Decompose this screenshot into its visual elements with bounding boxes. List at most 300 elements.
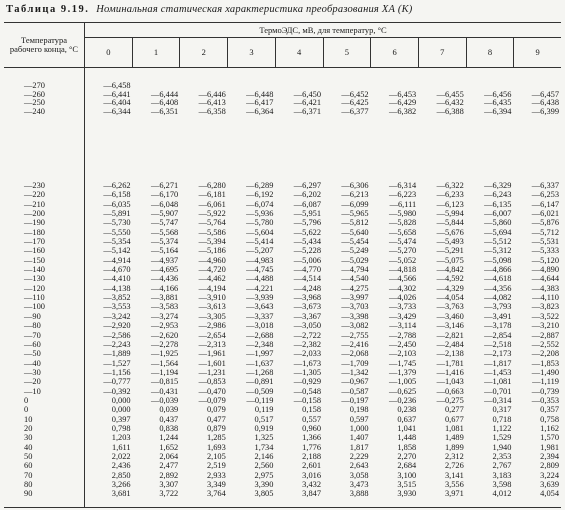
emf-cell: —3,178 — [484, 321, 512, 331]
temperature-cell: —260 — [24, 89, 45, 99]
emf-cell: 2,229 — [349, 451, 369, 461]
table-row — [4, 433, 561, 442]
emf-cell: —6,322 — [436, 181, 464, 190]
emf-cell: —1,081 — [484, 377, 512, 387]
emf-cell: —6,450 — [293, 89, 321, 99]
emf-cell: —4,356 — [484, 283, 512, 293]
temperature-cell: —80 — [24, 321, 41, 331]
emf-cell: —2,920 — [103, 321, 131, 331]
emf-cell: —2,033 — [293, 349, 321, 359]
emf-cell: 1,570 — [540, 433, 559, 443]
emf-cell: 2,933 — [206, 470, 226, 480]
emf-cell: —6,329 — [484, 181, 512, 190]
emf-cell: 1,734 — [254, 442, 274, 452]
table-row — [4, 405, 561, 414]
emf-cell: —3,823 — [531, 302, 559, 312]
emf-cell: 1,940 — [492, 442, 512, 452]
emf-cell: —3,082 — [341, 321, 369, 331]
emf-cell: —0,777 — [103, 377, 131, 387]
temperature-cell: —180 — [24, 227, 45, 237]
emf-cell: —3,398 — [341, 311, 369, 321]
emf-cell: —3,793 — [484, 302, 512, 312]
emf-cell: —5,006 — [293, 255, 321, 265]
emf-cell: —6,223 — [388, 190, 417, 200]
emf-cell: —5,780 — [246, 218, 274, 228]
table-row — [4, 200, 561, 209]
emf-cell: —3,429 — [388, 311, 417, 321]
emf-cell: —1,745 — [388, 358, 417, 368]
emf-cell: —2,854 — [484, 330, 512, 340]
column-header: 8 — [466, 38, 514, 67]
table-header — [4, 22, 561, 68]
emf-cell: —5,951 — [293, 209, 321, 219]
emf-cell: 0,879 — [206, 423, 226, 433]
temperature-cell: —120 — [24, 283, 45, 293]
column-header: 6 — [370, 38, 418, 67]
emf-cell: —0,119 — [246, 395, 274, 405]
emf-cell: —6,074 — [246, 199, 274, 209]
emf-cell: —4,110 — [532, 293, 559, 303]
emf-cell: —2,103 — [388, 349, 417, 359]
emf-cell: 0,798 — [111, 423, 131, 433]
emf-cell: —2,208 — [531, 349, 559, 359]
table-row — [4, 349, 561, 358]
emf-cell: —6,438 — [531, 98, 559, 107]
emf-cell: 0,000 — [111, 395, 131, 405]
emf-cell: —6,314 — [388, 181, 417, 190]
emf-cell: —1,853 — [531, 358, 559, 368]
emf-cell: —6,421 — [293, 98, 321, 107]
emf-cell: —5,454 — [341, 237, 369, 247]
emf-cell: —0,587 — [341, 386, 369, 396]
emf-cell: —3,583 — [150, 302, 179, 312]
emf-cell: —1,379 — [388, 367, 417, 377]
emf-cell: —5,333 — [531, 246, 559, 256]
temperature-cell: —230 — [24, 181, 45, 190]
emf-cell: —5,142 — [103, 246, 131, 256]
emf-cell: 0,039 — [159, 405, 179, 415]
emf-cell: —6,371 — [293, 106, 321, 116]
emf-cell: —6,458 — [103, 81, 131, 90]
emf-cell: —4,221 — [246, 283, 274, 293]
table-row — [4, 396, 561, 405]
temperature-cell: —250 — [24, 98, 45, 107]
emf-cell: 0,597 — [349, 414, 369, 424]
emf-cell: —5,531 — [531, 237, 559, 247]
table-row — [4, 190, 561, 199]
emf-cell: —2,755 — [341, 330, 369, 340]
emf-cell: —4,770 — [293, 265, 321, 275]
emf-cell: 0,079 — [206, 405, 226, 415]
emf-cell: 0,317 — [492, 405, 512, 415]
emf-cell: —1,043 — [436, 377, 464, 387]
emf-cell: 0,397 — [111, 414, 131, 424]
emf-cell: —2,278 — [150, 339, 179, 349]
emf-cell: 4,012 — [492, 489, 512, 499]
emf-cell: —4,695 — [150, 265, 179, 275]
emf-cell: —2,953 — [150, 321, 179, 331]
emf-cell: —5,812 — [341, 218, 369, 228]
emf-cell: 0,158 — [302, 405, 321, 415]
emf-cell: 3,556 — [444, 480, 464, 489]
table-row — [4, 387, 561, 396]
emf-cell: —4,302 — [388, 283, 417, 293]
table-body — [4, 66, 561, 508]
table-title — [6, 4, 412, 15]
column-header: 1 — [132, 38, 180, 67]
emf-cell: —6,404 — [103, 98, 131, 107]
emf-header: ТермоЭДС, мВ, для температур, °С — [85, 23, 561, 38]
table-row — [4, 218, 561, 227]
emf-cell: 0,119 — [254, 405, 274, 415]
emf-cell: —4,488 — [246, 274, 274, 284]
table-row — [4, 82, 561, 91]
emf-cell: —5,622 — [293, 227, 321, 237]
emf-cell: —6,243 — [484, 190, 512, 200]
temperature-cell: —270 — [24, 81, 45, 90]
emf-cell: 1,285 — [206, 433, 226, 443]
emf-cell: —0,891 — [246, 377, 274, 387]
emf-cell: —4,054 — [436, 293, 464, 303]
emf-cell: —6,048 — [150, 199, 179, 209]
table-row — [4, 256, 561, 265]
emf-cell: 0,000 — [111, 405, 131, 415]
emf-cell: —5,354 — [103, 237, 131, 247]
emf-cell: 2,684 — [397, 461, 417, 471]
emf-cell: —1,490 — [531, 367, 559, 377]
emf-cell: 0,637 — [397, 414, 417, 424]
emf-cell: 3,639 — [540, 480, 559, 489]
emf-cell: —4,914 — [103, 255, 131, 265]
emf-cell: 3,266 — [111, 480, 131, 489]
emf-cell: 2,601 — [302, 461, 321, 471]
temperature-cell: —100 — [24, 302, 45, 312]
emf-cell: —2,518 — [484, 339, 512, 349]
emf-cell: —3,997 — [341, 293, 369, 303]
emf-cell: 0,277 — [444, 405, 464, 415]
emf-cell: 1,325 — [254, 433, 274, 443]
emf-cell: —0,509 — [246, 386, 274, 396]
temperature-cell: —140 — [24, 265, 45, 275]
emf-cell: —5,291 — [436, 246, 464, 256]
emf-cell: —6,448 — [246, 89, 274, 99]
emf-cell: —2,416 — [341, 339, 369, 349]
emf-cell: —4,082 — [484, 293, 512, 303]
emf-cell: —6,453 — [388, 89, 417, 99]
emf-cell: 3,971 — [444, 489, 464, 499]
emf-cell: 1,448 — [397, 433, 417, 443]
emf-cell: —6,306 — [341, 181, 369, 190]
emf-cell: —1,564 — [150, 358, 179, 368]
emf-cell: —1,305 — [293, 367, 321, 377]
table-row — [4, 368, 561, 377]
emf-cell: —0,158 — [293, 395, 321, 405]
emf-cell: —0,079 — [198, 395, 226, 405]
emf-cell: —1,268 — [246, 367, 274, 377]
emf-cell: —6,262 — [103, 181, 131, 190]
emf-cell: 0,960 — [302, 423, 321, 433]
emf-cell: —3,673 — [293, 302, 321, 312]
emf-cell: —5,796 — [293, 218, 321, 228]
emf-cell: 4,054 — [540, 489, 559, 499]
emf-cell: 3,473 — [349, 480, 369, 489]
emf-cell: 2,146 — [254, 451, 274, 461]
column-header: 9 — [513, 38, 561, 67]
emf-cell: —6,271 — [150, 181, 179, 190]
emf-cell: 2,312 — [444, 451, 464, 461]
table-row — [4, 312, 561, 321]
emf-cell: 3,307 — [159, 480, 179, 489]
emf-cell: —6,446 — [198, 89, 226, 99]
emf-cell: —5,075 — [436, 255, 464, 265]
temperature-cell: —30 — [24, 367, 41, 377]
table-row — [4, 359, 561, 368]
temperature-cell: —160 — [24, 246, 45, 256]
temperature-cell: —20 — [24, 377, 41, 387]
temperature-column-label: Температура рабочего конца, °С — [9, 35, 79, 54]
emf-cell: 2,850 — [111, 470, 131, 480]
temperature-cell: 0 — [24, 395, 29, 405]
emf-cell: —6,280 — [198, 181, 226, 190]
emf-cell: 1,981 — [540, 442, 559, 452]
emf-cell: —1,527 — [103, 358, 131, 368]
emf-cell: —4,794 — [341, 265, 369, 275]
emf-cell: —5,876 — [531, 218, 559, 228]
emf-cell: —4,842 — [436, 265, 464, 275]
emf-cell: —5,891 — [103, 209, 131, 219]
emf-cell: 1,611 — [112, 442, 131, 452]
emf-cell: —3,703 — [341, 302, 369, 312]
emf-cell: 2,975 — [254, 470, 274, 480]
emf-cell: —5,747 — [150, 218, 179, 228]
table-row — [4, 274, 561, 283]
emf-cell: —4,194 — [198, 283, 226, 293]
emf-cell: 2,560 — [254, 461, 274, 471]
table-row — [4, 237, 561, 246]
emf-cell: —1,453 — [484, 367, 512, 377]
emf-cell: —2,313 — [198, 339, 226, 349]
emf-cell: 2,892 — [159, 470, 179, 480]
emf-cell: —6,111 — [389, 199, 417, 209]
emf-cell: —5,965 — [341, 209, 369, 219]
table-row — [4, 415, 561, 424]
emf-cell: 2,809 — [540, 461, 559, 471]
emf-cell: —2,173 — [484, 349, 512, 359]
emf-cell: —5,730 — [103, 218, 131, 228]
emf-cell: —1,637 — [246, 358, 274, 368]
emf-cell: —5,493 — [436, 237, 464, 247]
emf-cell: —4,462 — [198, 274, 226, 284]
emf-cell: 2,394 — [540, 451, 559, 461]
emf-cell: —5,512 — [484, 237, 512, 247]
emf-cell: 3,016 — [302, 470, 321, 480]
emf-cell: —0,625 — [388, 386, 417, 396]
temperature-cell: —40 — [24, 358, 41, 368]
emf-cell: —6,087 — [293, 199, 321, 209]
emf-cell: —3,305 — [198, 311, 226, 321]
table-row — [4, 471, 561, 480]
emf-cell: 2,353 — [492, 451, 512, 461]
emf-cell: —0,470 — [198, 386, 226, 396]
emf-cell: —6,429 — [388, 98, 417, 107]
emf-cell: —1,673 — [293, 358, 321, 368]
emf-cell: 3,764 — [206, 489, 226, 499]
table-row — [4, 377, 561, 386]
emf-cell: —1,925 — [150, 349, 179, 359]
row-group-main — [4, 181, 561, 499]
emf-cell: 0,198 — [349, 405, 369, 415]
table-row — [4, 228, 561, 237]
emf-cell: —1,231 — [198, 367, 226, 377]
table-row — [4, 265, 561, 274]
emf-cell: 2,105 — [206, 451, 226, 461]
emf-cell: —3,763 — [436, 302, 464, 312]
emf-cell: —4,248 — [293, 283, 321, 293]
temperature-cell: 60 — [24, 461, 33, 471]
emf-cell: —5,098 — [484, 255, 512, 265]
emf-cell: —5,228 — [293, 246, 321, 256]
emf-cell: —0,275 — [436, 395, 464, 405]
table-row — [4, 284, 561, 293]
table-row — [4, 108, 561, 117]
emf-cell: 3,058 — [349, 470, 369, 480]
emf-cell: —6,135 — [484, 199, 512, 209]
emf-cell: —3,553 — [103, 302, 131, 312]
column-header: 4 — [275, 38, 323, 67]
emf-cell: 0,677 — [444, 414, 464, 424]
emf-cell: —5,907 — [150, 209, 179, 219]
emf-cell: 2,726 — [444, 461, 464, 471]
emf-cell: —3,881 — [150, 293, 179, 303]
emf-cell: —0,701 — [484, 386, 512, 396]
emf-cell: —6,158 — [103, 190, 131, 200]
emf-cell: —4,275 — [341, 283, 369, 293]
emf-cell: 3,390 — [254, 480, 274, 489]
table-row — [4, 424, 561, 433]
column-header: 0 — [106, 47, 111, 57]
emf-cell: —6,457 — [531, 89, 559, 99]
emf-cell: —2,887 — [531, 330, 559, 340]
emf-cell: 1,529 — [492, 433, 512, 443]
emf-cell: 3,598 — [492, 480, 512, 489]
emf-cell: —6,202 — [293, 190, 321, 200]
emf-cell: 3,141 — [444, 470, 464, 480]
emf-cell: 2,436 — [111, 461, 131, 471]
temperature-cell: —50 — [24, 349, 41, 359]
table-row — [4, 480, 561, 489]
emf-cell: —6,061 — [198, 199, 226, 209]
emf-cell: —5,550 — [103, 227, 131, 237]
table-row — [4, 331, 561, 340]
emf-cell: —5,052 — [388, 255, 417, 265]
emf-cell: —6,455 — [436, 89, 464, 99]
temperature-cell: 50 — [24, 451, 33, 461]
column-header: 7 — [418, 38, 466, 67]
emf-cell: —3,643 — [246, 302, 274, 312]
emf-cell: —5,604 — [246, 227, 274, 237]
emf-cell: —5,844 — [436, 218, 464, 228]
emf-cell: 0,477 — [206, 414, 226, 424]
emf-cell: —6,399 — [531, 106, 559, 116]
temperature-cell: —90 — [24, 311, 41, 321]
emf-cell: —0,039 — [150, 395, 179, 405]
emf-cell: 3,183 — [492, 470, 512, 480]
emf-cell: —6,123 — [436, 199, 464, 209]
emf-cell: —3,114 — [389, 321, 417, 331]
column-header: 5 — [323, 38, 371, 67]
emf-cell: —5,712 — [531, 227, 559, 237]
emf-cell: —6,382 — [388, 106, 417, 116]
temperature-cell: —190 — [24, 218, 45, 228]
emf-cell: —5,434 — [293, 237, 321, 247]
table-row — [4, 443, 561, 452]
emf-cell: 1,203 — [111, 433, 131, 443]
emf-cell: —5,994 — [436, 209, 464, 219]
emf-cell: 2,519 — [206, 461, 226, 471]
temperature-cell: 40 — [24, 442, 33, 452]
emf-cell: —3,146 — [436, 321, 464, 331]
emf-cell: —0,431 — [150, 386, 179, 396]
table-row — [4, 452, 561, 461]
emf-cell: —6,417 — [246, 98, 274, 107]
emf-cell: 2,188 — [302, 451, 321, 461]
emf-cell: —6,297 — [293, 181, 321, 190]
emf-cell: —3,852 — [103, 293, 131, 303]
emf-cell: —5,694 — [484, 227, 512, 237]
table-row — [4, 321, 561, 330]
temperature-cell: —240 — [24, 106, 45, 116]
emf-cell: —0,314 — [484, 395, 512, 405]
emf-cell: —6,035 — [103, 199, 131, 209]
emf-cell: 3,100 — [397, 470, 417, 480]
emf-cell: —5,474 — [388, 237, 417, 247]
emf-cell: —4,383 — [531, 283, 559, 293]
table-caption: Номинальная статическая характеристика преобразования ХА (К) — [96, 4, 413, 15]
emf-cell: —4,644 — [531, 274, 559, 284]
emf-cell: —1,416 — [436, 367, 464, 377]
emf-cell: —6,435 — [484, 98, 512, 107]
emf-cell: 3,224 — [540, 470, 559, 480]
emf-cell: —2,450 — [388, 339, 417, 349]
emf-cell: —4,436 — [150, 274, 179, 284]
temperature-cell: 90 — [24, 489, 33, 499]
emf-cell: —1,601 — [198, 358, 226, 368]
emf-cell: —3,733 — [388, 302, 417, 312]
emf-cell: —6,213 — [341, 190, 369, 200]
emf-cell: —6,021 — [531, 209, 559, 219]
temperature-cell: 10 — [24, 414, 33, 424]
table-row — [4, 246, 561, 255]
emf-cell: 0,919 — [254, 423, 274, 433]
temperature-cell: 20 — [24, 423, 33, 433]
table-number: Таблица 9.19. — [6, 4, 90, 15]
emf-cell: —6,147 — [531, 199, 559, 209]
emf-cell: 2,477 — [159, 461, 179, 471]
emf-cell: —4,937 — [150, 255, 179, 265]
emf-cell: 2,643 — [349, 461, 369, 471]
temperature-cell: —110 — [24, 293, 45, 303]
emf-cell: —2,138 — [436, 349, 464, 359]
emf-cell: 1,244 — [159, 433, 179, 443]
column-header: 2 — [179, 38, 227, 67]
table-row — [4, 340, 561, 349]
emf-cell: —6,007 — [484, 209, 512, 219]
temperature-cell: 30 — [24, 433, 33, 443]
temperature-cell: —200 — [24, 209, 45, 219]
emf-cell: 1,000 — [349, 423, 369, 433]
emf-cell: —3,242 — [103, 311, 131, 321]
emf-cell: —3,367 — [293, 311, 321, 321]
